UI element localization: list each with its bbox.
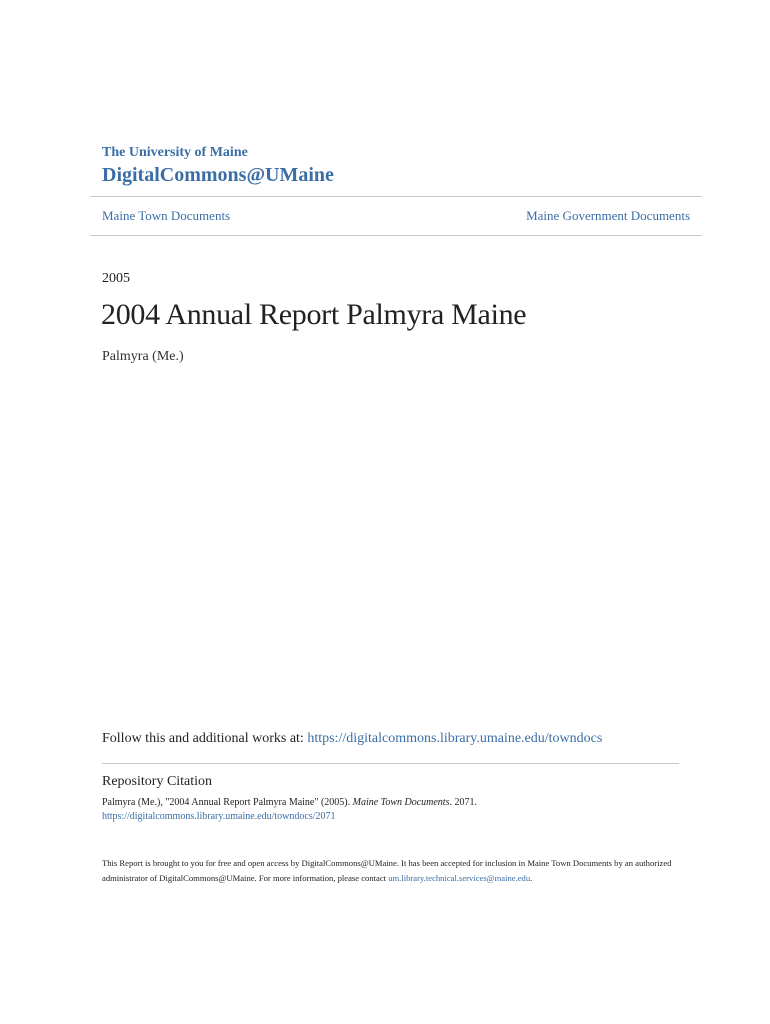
notice-text: This Report is brought to you for free and open access by DigitalCommons@UMaine. It has been accepted for inclusion in Maine Town Documents by an authorized administrator of DigitalCommons@UMaine. For more information, please contact [102, 858, 672, 883]
citation-text: Palmyra (Me.), "2004 Annual Report Palmyra Maine" (2005). [102, 797, 353, 808]
citation-link[interactable]: https://digitalcommons.library.umaine.edu/towndocs/2071 [102, 811, 336, 822]
repository-name[interactable]: DigitalCommons@UMaine [102, 164, 334, 186]
citation-heading: Repository Citation [102, 774, 213, 789]
collection-link-town-documents[interactable]: Maine Town Documents [102, 208, 231, 223]
citation-series: Maine Town Documents [352, 797, 450, 808]
university-name: The University of Maine [102, 145, 248, 160]
citation-body [102, 796, 682, 824]
publication-year: 2005 [102, 271, 130, 286]
follow-line [102, 731, 602, 747]
document-title: 2004 Annual Report Palmyra Maine [101, 298, 527, 331]
follow-link[interactable]: https://digitalcommons.library.umaine.edu/towndocs [307, 731, 603, 746]
collections-bar [90, 196, 702, 236]
divider [102, 763, 679, 764]
access-notice [102, 856, 682, 886]
notice-end: . [530, 873, 533, 883]
follow-label: Follow this and additional works at: [102, 731, 308, 746]
repository-brand [102, 144, 334, 187]
collection-link-government-documents[interactable]: Maine Government Documents [526, 208, 690, 223]
document-author: Palmyra (Me.) [102, 349, 184, 364]
citation-number: . 2071. [449, 797, 477, 808]
contact-email-link[interactable]: um.library.technical.services@maine.edu [388, 873, 531, 883]
